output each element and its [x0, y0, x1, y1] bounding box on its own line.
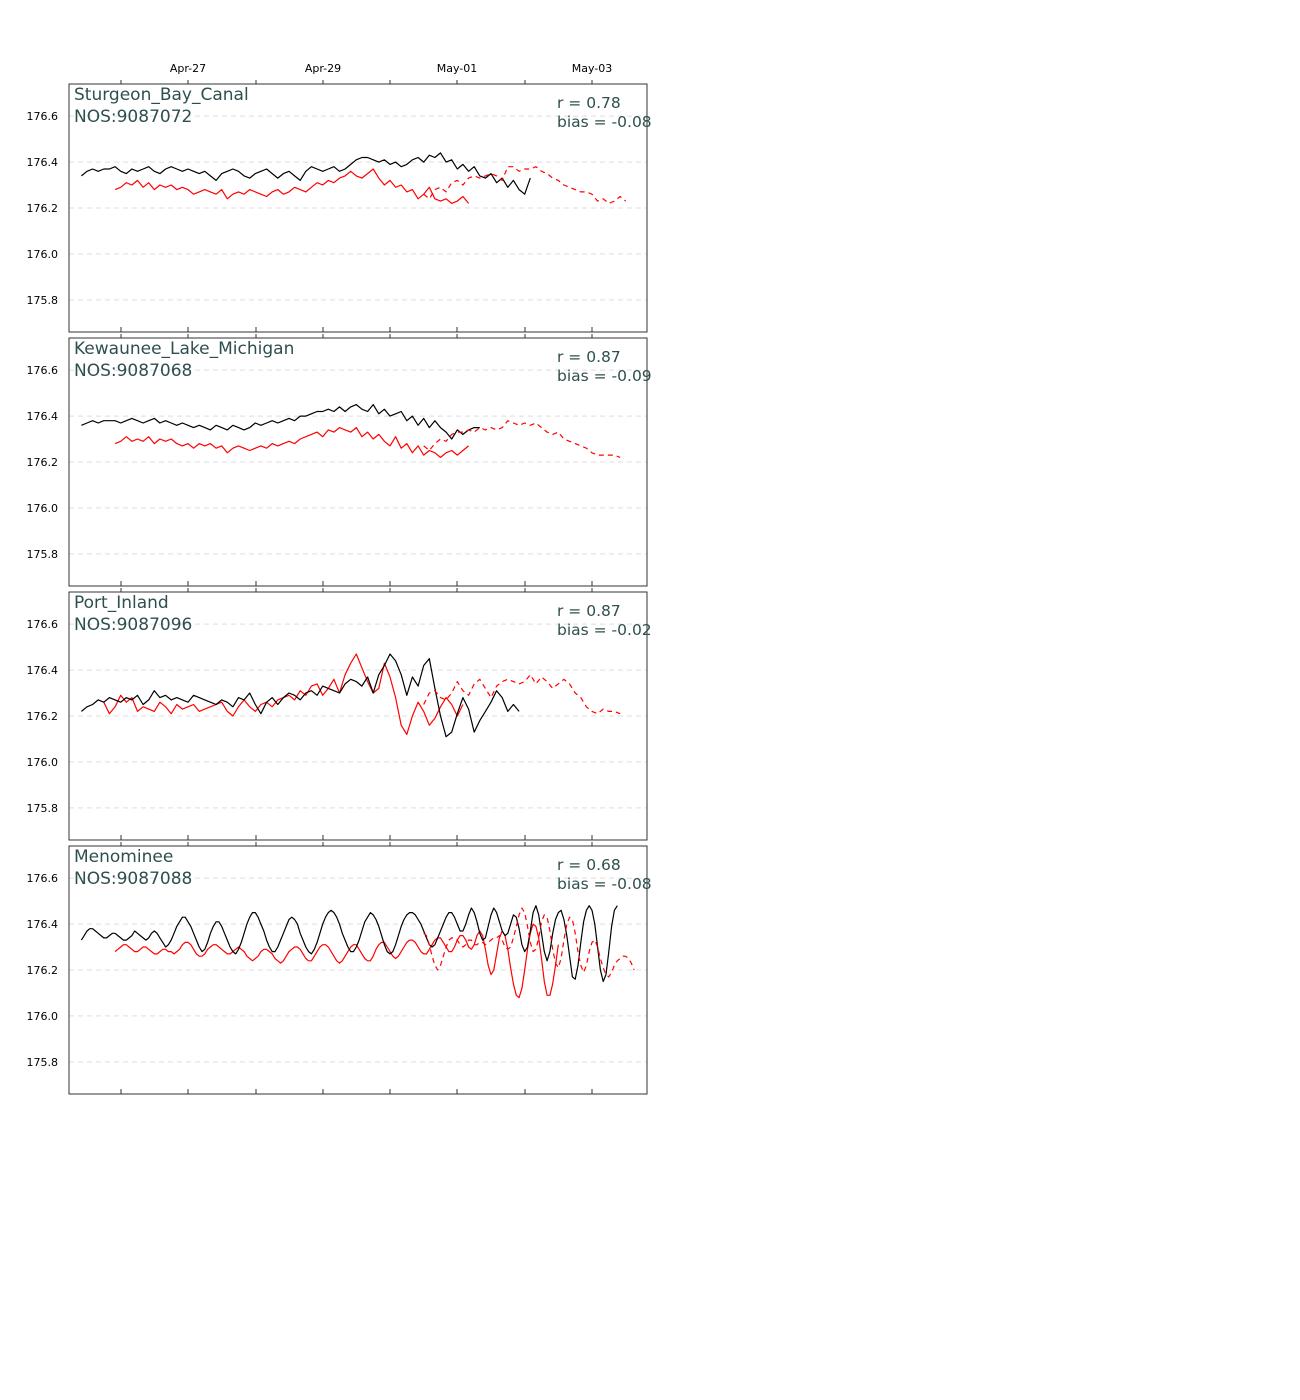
correlation-stat: r = 0.87 — [557, 602, 621, 620]
y-tick-label: 176.2 — [26, 964, 58, 977]
observed-water-level-line — [81, 153, 530, 194]
station-id: NOS:9087096 — [74, 615, 193, 635]
station-panel — [27, 588, 652, 840]
y-tick-label: 176.6 — [26, 872, 58, 886]
y-tick-label: 176.4 — [26, 410, 58, 424]
model-hindcast-line — [115, 428, 469, 458]
x-tick-label: Apr-27 — [169, 62, 207, 75]
correlation-stat: r = 0.68 — [557, 856, 621, 874]
bias-stat: bias = -0.08 — [557, 113, 652, 131]
observed-water-level-line — [81, 405, 479, 439]
y-tick-label: 176.0 — [26, 501, 58, 515]
station-name: Port_Inland — [74, 593, 169, 613]
station-panel — [27, 842, 652, 1094]
y-tick-label: 175.8 — [26, 547, 58, 561]
station-id: NOS:9087068 — [74, 361, 193, 381]
bias-stat: bias = -0.02 — [557, 621, 652, 639]
y-tick-label: 176.4 — [26, 918, 58, 932]
y-tick-label: 176.4 — [26, 664, 58, 678]
y-tick-label: 176.0 — [26, 755, 58, 769]
bias-stat: bias = -0.09 — [557, 367, 652, 385]
top-date-axis — [170, 62, 612, 75]
y-tick-label: 176.0 — [26, 247, 58, 261]
station-name: Kewaunee_Lake_Michigan — [74, 339, 295, 359]
x-tick-label: May-03 — [571, 62, 613, 75]
model-hindcast-line — [115, 924, 558, 998]
y-tick-label: 176.6 — [26, 618, 58, 632]
station-id: NOS:9087072 — [74, 107, 193, 127]
x-tick-label: Apr-29 — [304, 62, 342, 75]
y-tick-label: 176.4 — [26, 156, 58, 170]
y-tick-label: 176.2 — [26, 456, 58, 469]
y-tick-label: 175.8 — [26, 293, 58, 307]
x-tick-label: May-01 — [436, 62, 478, 75]
y-tick-label: 176.6 — [26, 110, 58, 124]
observed-water-level-line — [81, 654, 519, 737]
model-forecast-line — [424, 167, 626, 204]
y-tick-label: 176.0 — [26, 1009, 58, 1023]
correlation-stat: r = 0.78 — [557, 94, 621, 112]
y-tick-label: 176.2 — [26, 710, 58, 723]
station-name: Menominee — [74, 847, 174, 867]
bias-stat: bias = -0.08 — [557, 875, 652, 893]
y-tick-label: 176.2 — [26, 202, 58, 215]
station-panel — [27, 80, 652, 332]
correlation-stat: r = 0.87 — [557, 348, 621, 366]
station-name: Sturgeon_Bay_Canal — [74, 85, 249, 105]
y-tick-label: 176.6 — [26, 364, 58, 378]
y-tick-label: 175.8 — [26, 801, 58, 815]
y-tick-label: 175.8 — [26, 1055, 58, 1069]
station-panels — [27, 80, 652, 1094]
station-id: NOS:9087088 — [74, 869, 193, 889]
station-panel — [27, 334, 652, 586]
